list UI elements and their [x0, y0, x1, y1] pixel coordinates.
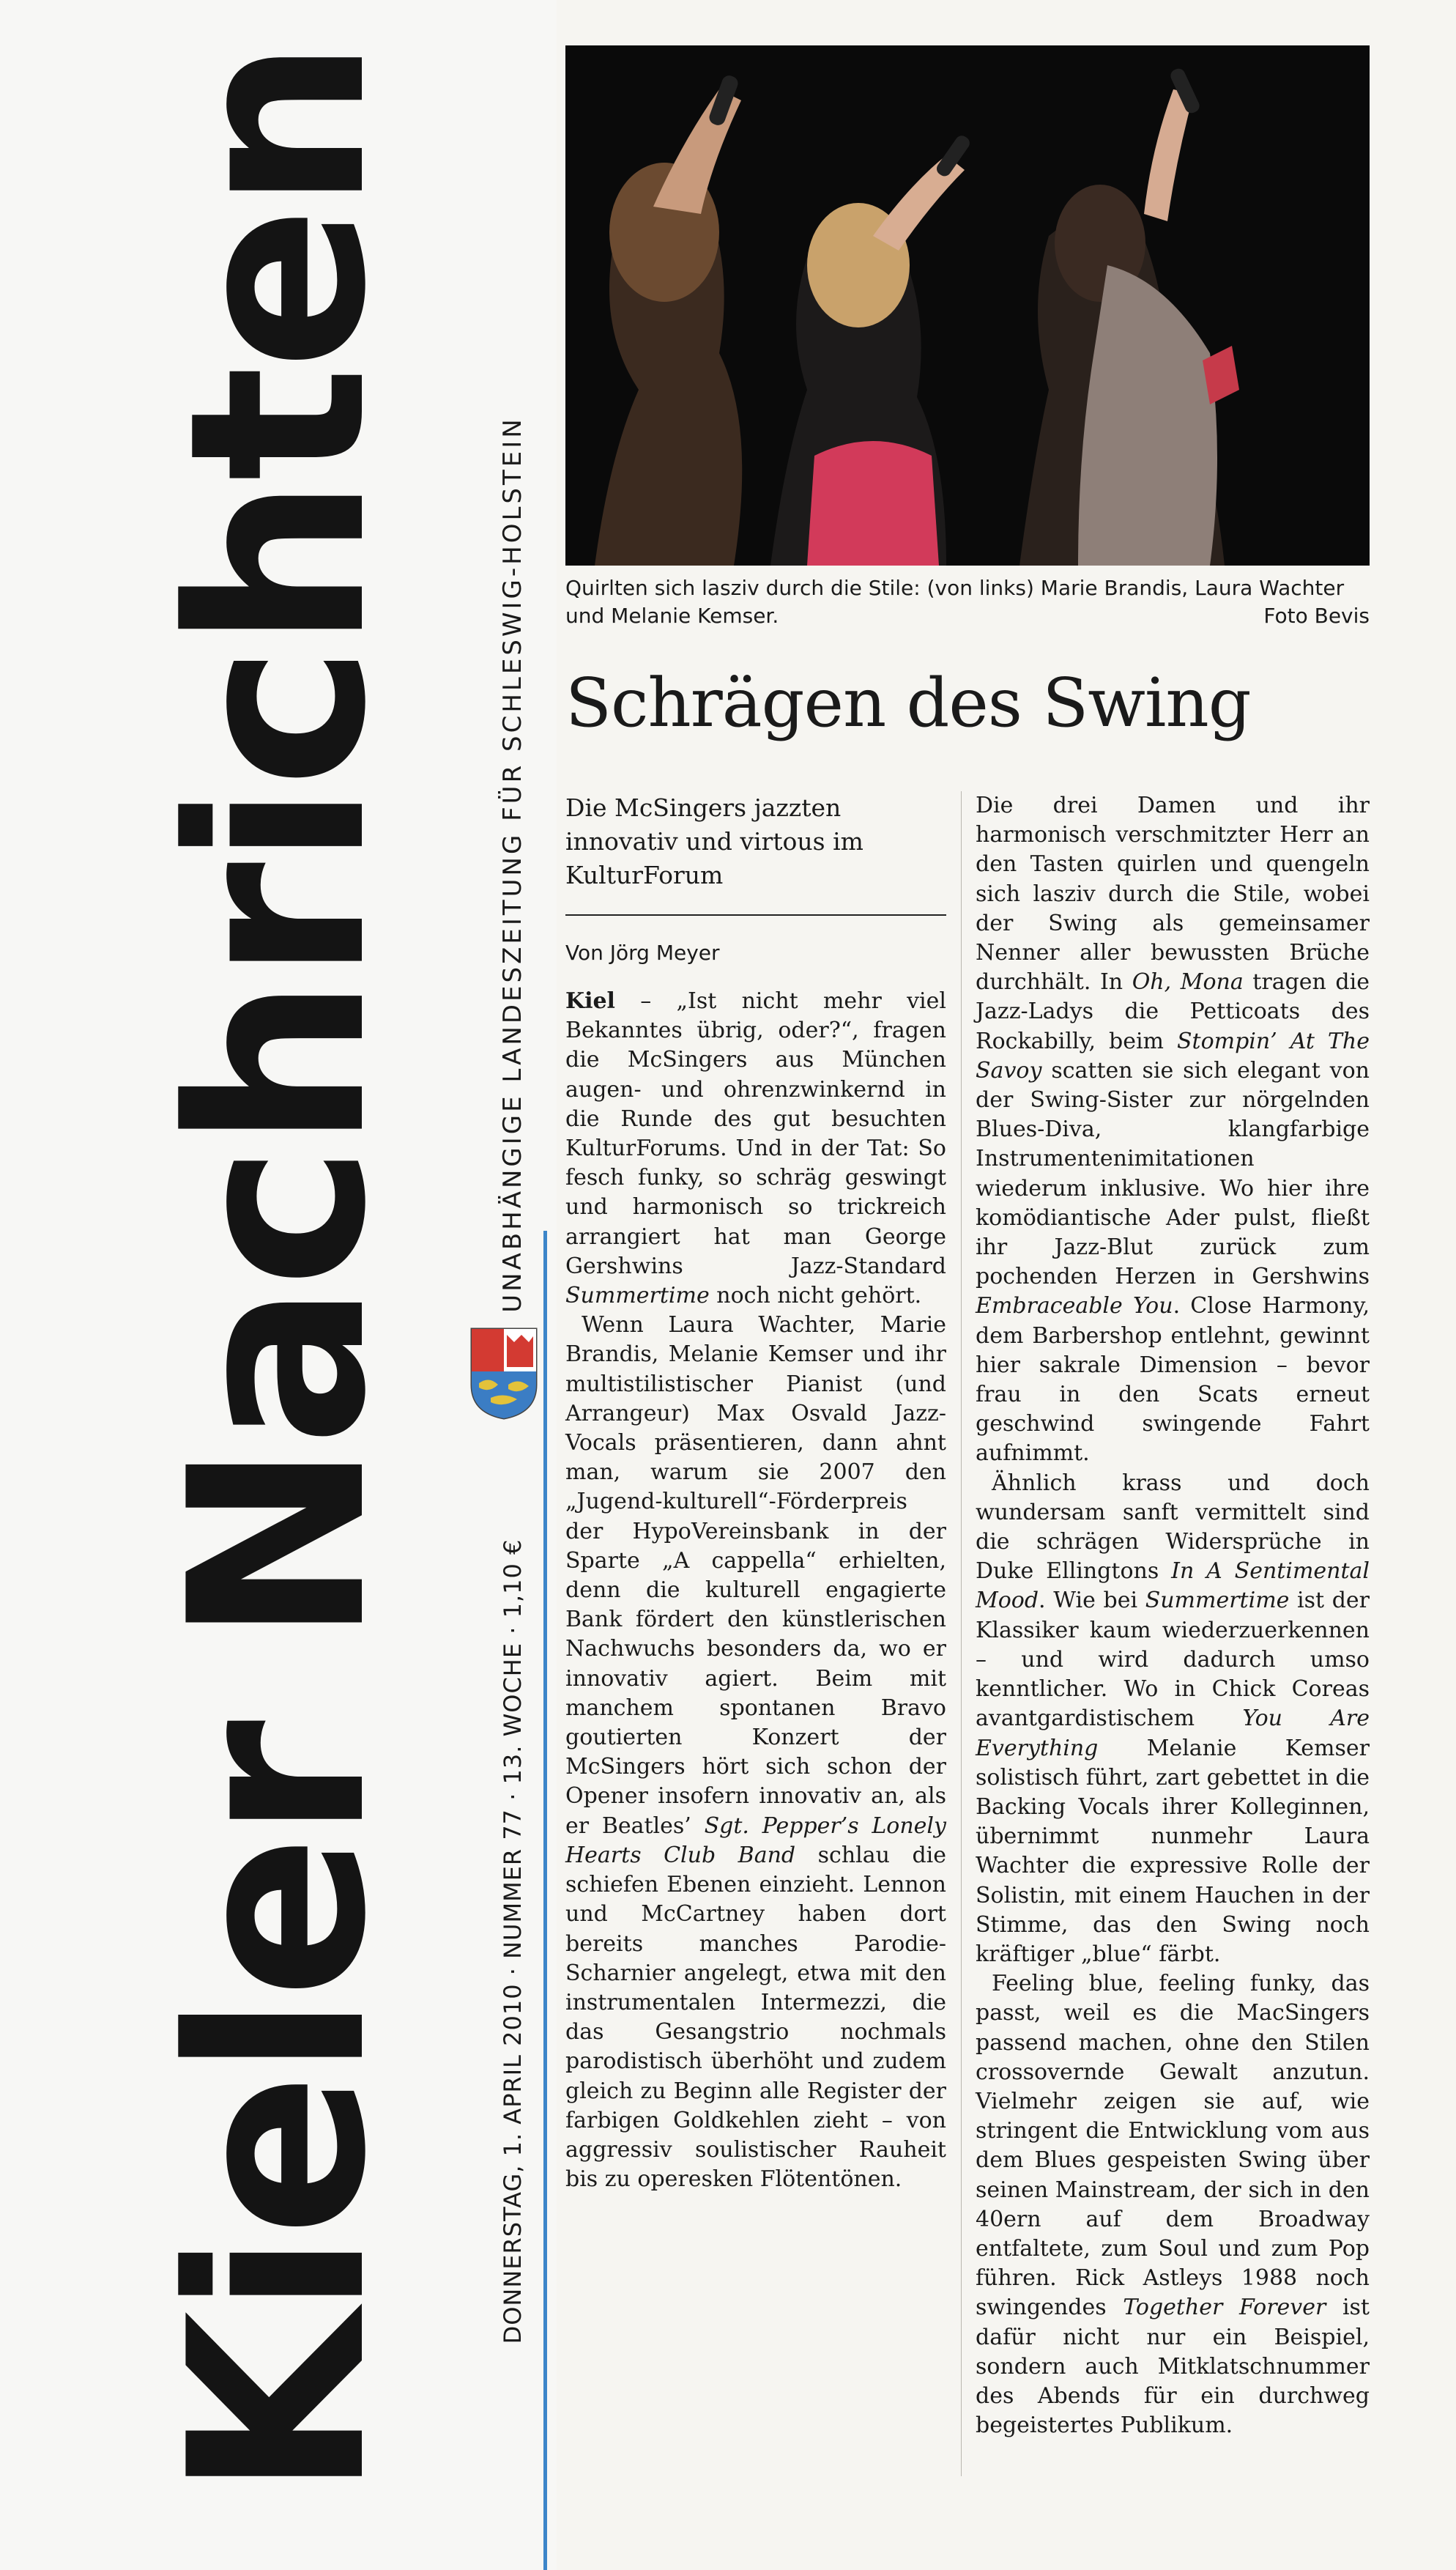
masthead-strip	[0, 0, 558, 2570]
song-title: Summertime	[1145, 1588, 1290, 1614]
masthead-blue-rule	[543, 1231, 547, 2570]
photo-caption	[565, 574, 1370, 630]
singers-photo-illustration	[565, 45, 1370, 566]
paragraph-4: Ähnlich krass und doch wundersam sanft vermittelt sind die schrägen Widersprüche in Duke Ellingtons In A Sentimental Mood. Wie bei Summertime ist der Klassiker kaum wiederzuerkennen – und wird dadurch umso kenntlicher. Wo in Chick Coreas avantgardistischem You Are Everything Melanie Kemser solistisch führt, zart gebettet in die Backing Vocals ihrer Kolleginnen, übernimmt nunmehr Laura Wachter die expressive Rolle der Solistin, mit einem Hauchen in der Stimme, das den Swing noch kräftiger „blue“ färbt.	[976, 1470, 1370, 1967]
song-title: Sgt. Pepper’s Lonely Hearts Club Band	[565, 1812, 946, 1868]
paragraph-1: Kiel – „Ist nicht mehr viel Bekanntes übrig, oder?“, fragen die McSingers aus München augen- und ohrenzwinkernd in die Runde des gut besuchten KulturForums. Und in der Tat: So fesch funky, so schräg geswingt und harmonisch so trickreich arrangiert hat man George Gershwins Jazz-Standard Summertime noch nicht gehört.	[565, 988, 946, 1309]
song-title: In A Sentimental Mood	[976, 1558, 1370, 1614]
article-column-left	[565, 791, 946, 2194]
song-title: Stompin’ At The Savoy	[976, 1028, 1370, 1084]
article-column-right	[976, 791, 1370, 2440]
photo-caption-text: Quirlten sich lasziv durch die Stile: (von links) Marie Brandis, Laura Wachter und Melanie Kemser.	[565, 576, 1345, 628]
concert-photo	[565, 45, 1370, 566]
column-divider	[961, 791, 962, 2476]
song-title: Oh, Mona	[1132, 969, 1244, 996]
song-title: Summertime	[565, 1283, 710, 1309]
song-title: Embraceable You	[976, 1293, 1173, 1319]
article-standfirst: Die McSingers jazzten innovativ und virtous im KulturForum	[565, 793, 863, 889]
song-title: You Are Everything	[976, 1706, 1370, 1761]
article-byline: Von Jörg Meyer	[565, 941, 720, 965]
coat-of-arms-icon	[469, 1326, 539, 1421]
article-headline: Schrägen des Swing	[565, 664, 1251, 742]
paragraph-3: Die drei Damen und ihr harmonisch verschmitzter Herr an den Tasten quirlen und quengeln sich lasziv durch die Stile, wobei der Swing als gemeinsamer Nenner aller bewussten Brüche durchhält. In Oh, Mona tragen die Jazz-Ladys die Petticoats des Rockabilly, beim Stompin’ At The Savoy scatten sie sich elegant von der Swing-Sister zur nörgelnden Blues-Diva, klangfarbige Instrumentenimitationen wiederum inklusive. Wo hier ihre komödiantische Ader pulst, fließt ihr Jazz-Blut zurück zum pochenden Herzen in Gershwins Embraceable You. Close Harmony, dem Barbershop entlehnt, gewinnt hier sakrale Dimension – bevor frau in den Scats erneut geschwind swingende Fahrt aufnimmt.	[976, 793, 1370, 1467]
newspaper-title: Kieler Nachrichten	[138, 42, 419, 2498]
song-title: Together Forever	[1123, 2295, 1326, 2321]
paragraph-5: Feeling blue, feeling funky, das passt, weil es die MacSingers passend machen, ohne den Stilen crossovernde Gewalt anzutun. Vielmehr zeigen sie auf, wie stringent die Entwicklung vom aus dem Blues gespeisten Swing über seinen Mainstream, der sich in den 40ern auf dem Broadway entfaltete, zum Soul und zum Pop führen. Rick Astleys 1988 noch swingendes Together Forever ist dafür nicht nur ein Beispiel, sondern auch Mitklatschnummer des Abends für ein durchweg begeistertes Publikum.	[976, 1971, 1370, 2439]
dateline-city: Kiel	[565, 988, 615, 1014]
photo-credit: Foto Bevis	[1263, 604, 1370, 628]
standfirst-rule	[565, 914, 946, 916]
article	[557, 0, 1456, 2570]
paragraph-2: Wenn Laura Wachter, Marie Brandis, Melanie Kemser und ihr multistilistischer Pianist (und Arrangeur) Max Osvald Jazz-Vocals präsentieren, dann ahnt man, warum sie 2007 den „Jugend-kulturell“-Förderpreis der HypoVereinsbank in der Sparte „A cappella“ erhielten, denn die kulturell engagierte Bank fördert den künstlerischen Nachwuchs besonders da, wo er innovativ agiert. Beim mit manchem spontanen Bravo goutierten Konzert der McSingers hört sich schon der Opener insofern innovativ an, als er Beatles’ Sgt. Pepper’s Lonely Hearts Club Band schlau die schiefen Ebenen einzieht. Lennon und McCartney haben dort bereits manches Parodie-Scharnier angelegt, etwa mit den instrumentalen Intermezzi, die das Gesangstrio nochmals parodistisch überhöht und zudem gleich zu Beginn alle Register der farbigen Goldkehlen zieht – von aggressiv soulistischer Rauheit bis zu operesken Flötentönen.	[565, 1312, 946, 2193]
issue-dateline: DONNERSTAG, 1. APRIL 2010 · NUMMER 77 · 13. WOCHE · 1,10 €	[499, 1538, 527, 2344]
newspaper-tagline: UNABHÄNGIGE LANDESZEITUNG FÜR SCHLESWIG-HOLSTEIN	[498, 416, 527, 1313]
